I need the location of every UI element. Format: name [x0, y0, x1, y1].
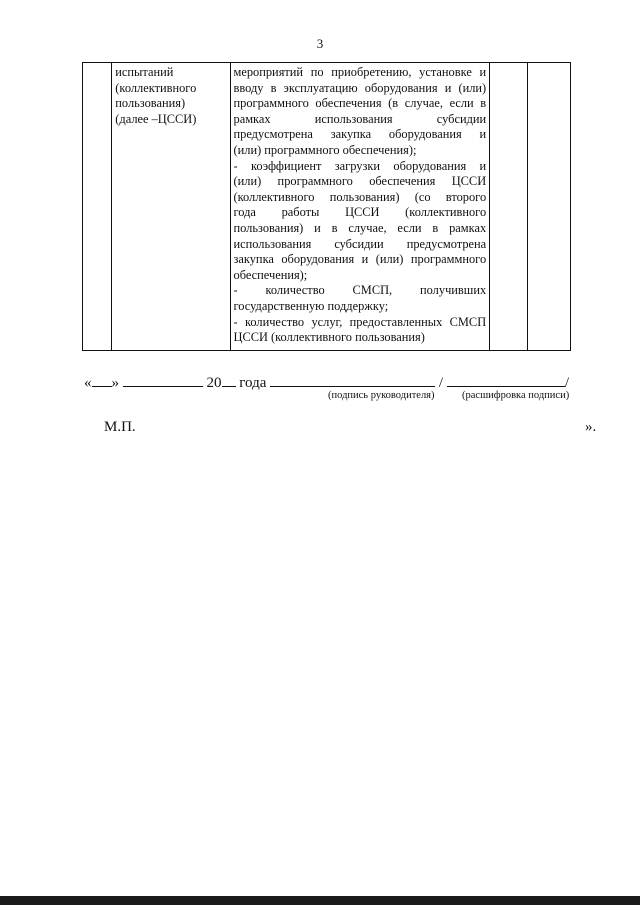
- year-word: года: [239, 375, 267, 391]
- indicator-line: программного обеспечения (в случае, если в: [233, 96, 487, 111]
- indicator-line: пользования) и в случае, если в рамках: [233, 220, 487, 235]
- indicator-line: рамках использования субсидии: [233, 111, 487, 126]
- indicator-line: закупка оборудования и (или) программного: [233, 252, 487, 267]
- signature-blank: [270, 372, 435, 387]
- indicator-line: использования субсидии предусмотрена: [233, 236, 487, 251]
- year-prefix: 20: [206, 375, 222, 391]
- scan-bottom-edge: [0, 896, 640, 905]
- indicator-line: (или) программного обеспечения);: [233, 142, 417, 157]
- row-number-cell: [83, 63, 112, 351]
- slash: /: [564, 375, 569, 391]
- day-blank: [92, 372, 112, 387]
- criteria-table: [82, 62, 571, 351]
- slash: /: [438, 375, 444, 391]
- indicator-line: ЦССИ (коллективного пользования): [233, 330, 425, 345]
- indicator-line: вводу в эксплуатацию оборудования и (или): [233, 80, 487, 95]
- indicator-line: государственную поддержку;: [233, 298, 389, 313]
- closing-mark: ».: [585, 419, 597, 435]
- indicator-line: мероприятий по приобретению, установке и: [233, 65, 487, 79]
- indicator-line: предусмотрена закупка оборудования и: [233, 127, 487, 142]
- indicator-line: (или) программного обеспечения ЦССИ: [233, 174, 487, 189]
- signature-caption: (подпись руководителя): [328, 390, 435, 401]
- date-signature-row: [84, 372, 604, 392]
- criterion-name-cell: [112, 63, 230, 351]
- indicator-line: (коллективного пользования) (со второго: [233, 189, 487, 204]
- stamp-label: М.П.: [104, 419, 136, 435]
- year-blank: [222, 372, 236, 387]
- criterion-name-line: (коллективного: [115, 80, 197, 95]
- indicator-line: - коэффициент загрузки оборудования и: [233, 158, 487, 173]
- decoding-caption: (расшифровка подписи): [462, 390, 570, 401]
- indicator-line: - количество СМСП, получивших: [233, 283, 487, 298]
- indicator-line: года работы ЦССИ (коллективного: [233, 205, 487, 220]
- open-quote: «: [84, 375, 92, 391]
- empty-value-cell: [527, 63, 570, 351]
- close-quote: »: [111, 375, 119, 391]
- empty-value-cell: [490, 63, 527, 351]
- page-number: 3: [316, 36, 324, 51]
- criterion-name-line: испытаний: [115, 65, 174, 79]
- criterion-name-line: пользования): [115, 96, 186, 111]
- criterion-name-line: (далее –ЦССИ): [115, 111, 197, 126]
- indicators-cell: [230, 63, 490, 351]
- table-row: [83, 63, 571, 351]
- decoding-blank: [447, 372, 565, 387]
- indicator-line: - количество услуг, предоставленных СМСП: [233, 314, 487, 329]
- indicator-line: обеспечения);: [233, 267, 308, 282]
- month-blank: [123, 372, 203, 387]
